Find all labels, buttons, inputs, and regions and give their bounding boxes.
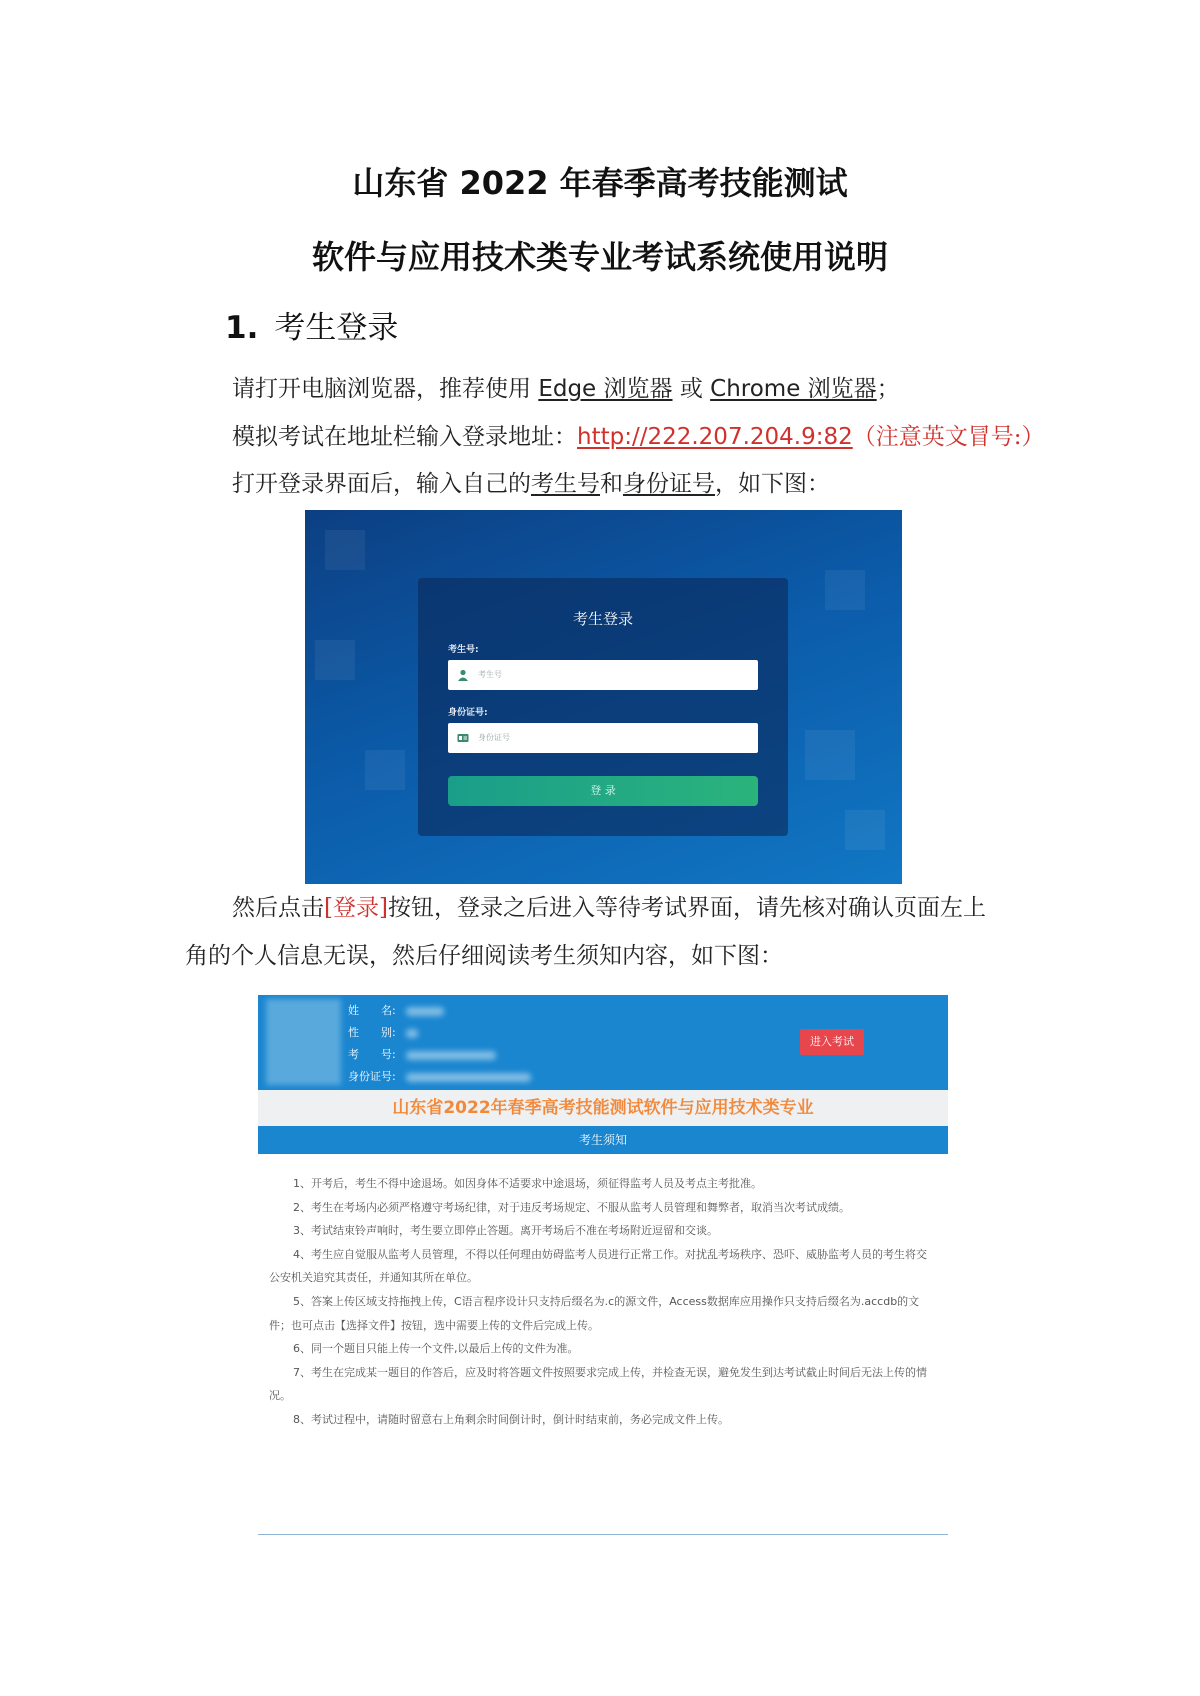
id-number-label: 身份证号: <box>348 1070 396 1083</box>
rule-item: 6、同一个题目只能上传一个文件,以最后上传的文件为准。 <box>293 1342 579 1356</box>
notice-subtitle: 考生须知 <box>258 1126 948 1154</box>
login-url-link[interactable]: http://222.207.204.9:82 <box>577 424 853 450</box>
user-icon <box>457 669 469 681</box>
redacted-value <box>406 1029 418 1038</box>
exam-number-label: 考 号: <box>348 1048 396 1061</box>
edge-browser-link: Edge 浏览器 <box>538 376 673 402</box>
text: 和 <box>600 471 623 497</box>
paragraph-after-login <box>232 893 986 923</box>
exam-number-term: 考生号 <box>531 471 600 497</box>
redacted-value <box>406 1007 444 1016</box>
id-card-label: 身份证号: <box>448 708 488 718</box>
paragraph-read-notice: 角的个人信息无误，然后仔细阅读考生须知内容，如下图： <box>185 943 783 969</box>
enter-exam-button[interactable]: 进入考试 <box>800 1029 864 1055</box>
id-number-row <box>348 1068 531 1084</box>
rule-item: 7、考生在完成某一题目的作答后，应及时将答题文件按照要求完成上传，并检查无误，避免发生到达考试截止时间后无法上传的情况。 <box>269 1365 927 1403</box>
text: ； <box>876 376 900 402</box>
bg-tile <box>805 730 855 780</box>
gender-row <box>348 1024 418 1040</box>
paragraph-address <box>232 422 1045 452</box>
paragraph-browser <box>232 374 900 404</box>
rule-item: 5、答案上传区域支持拖拽上传，C语言程序设计只支持后缀名为.c的源文件，Access数据库应用操作只支持后缀名为.accdb的文件；也可点击【选择文件】按钮，选中需要上传的文件后完成上传。 <box>269 1294 920 1332</box>
paragraph-login-input <box>232 469 830 499</box>
section-title: 考生登录 <box>274 310 399 346</box>
rule-item: 8、考试过程中，请随时留意右上角剩余时间倒计时，倒计时结束前，务必完成文件上传。 <box>293 1412 729 1426</box>
redacted-value <box>406 1073 531 1082</box>
name-row <box>348 1002 444 1018</box>
bg-tile <box>315 640 355 680</box>
notice-rules <box>269 1172 937 1432</box>
login-button[interactable]: 登 录 <box>448 776 758 806</box>
rule-item: 2、考生在考场内必须严格遵守考场纪律，对于违反考场规定、不服从监考人员管理和舞弊者，取消当次考试成绩。 <box>293 1200 850 1214</box>
document-title: 山东省 2022 年春季高考技能测试 <box>352 164 848 202</box>
text: 打开登录界面后，输入自己的 <box>232 471 531 497</box>
login-screenshot <box>305 510 902 884</box>
bg-tile <box>825 570 865 610</box>
text: 然后点击 <box>232 895 324 921</box>
rule-item: 1、开考后，考生不得中途退场。如因身体不适要求中途退场，须征得监考人员及考点主考批准。 <box>293 1177 762 1190</box>
id-card-icon <box>457 732 469 744</box>
bg-tile <box>325 530 365 570</box>
chrome-browser-link: Chrome 浏览器 <box>710 376 877 402</box>
id-card-placeholder: 身份证号 <box>478 733 510 742</box>
colon-note: （注意英文冒号:） <box>852 424 1045 450</box>
login-title: 考生登录 <box>572 610 633 628</box>
id-number-term: 身份证号 <box>623 471 715 497</box>
document-subtitle: 软件与应用技术类专业考试系统使用说明 <box>311 238 888 276</box>
divider-line <box>258 1534 948 1535</box>
exam-number-placeholder: 考生号 <box>478 670 502 679</box>
bg-tile <box>845 810 885 850</box>
text: 按钮，登录之后进入等待考试界面，请先核对确认页面左上 <box>387 895 986 921</box>
name-label: 姓 名: <box>348 1004 396 1017</box>
login-panel <box>418 578 788 836</box>
exam-number-input[interactable] <box>448 660 758 690</box>
exam-banner-title: 山东省2022年春季高考技能测试软件与应用技术类专业 <box>258 1090 948 1126</box>
rule-item: 3、考试结束铃声响时，考生要立即停止答题。离开考场后不准在考场附近逗留和交谈。 <box>293 1224 718 1238</box>
exam-notice-screenshot <box>258 995 948 1435</box>
text: 或 <box>672 376 711 402</box>
candidate-info-header <box>258 995 948 1090</box>
section-heading <box>225 302 398 347</box>
redacted-value <box>406 1051 496 1060</box>
gender-label: 性 别: <box>348 1026 396 1039</box>
rule-item: 4、考生应自觉服从监考人员管理，不得以任何理由妨碍监考人员进行正常工作。对扰乱考场秩序、恐吓、威胁监考人员的考生将交公安机关追究其责任，并通知其所在单位。 <box>269 1247 927 1285</box>
section-number: 1. <box>225 310 259 346</box>
login-button-reference: [登录] <box>324 895 388 921</box>
text: 模拟考试在地址栏输入登录地址： <box>232 424 577 450</box>
text: 请打开电脑浏览器，推荐使用 <box>232 376 539 402</box>
text: ，如下图： <box>715 471 830 497</box>
bg-tile <box>365 750 405 790</box>
avatar <box>266 999 341 1085</box>
id-card-input[interactable] <box>448 723 758 753</box>
exam-number-row <box>348 1046 496 1062</box>
exam-number-label: 考生号: <box>448 645 479 655</box>
